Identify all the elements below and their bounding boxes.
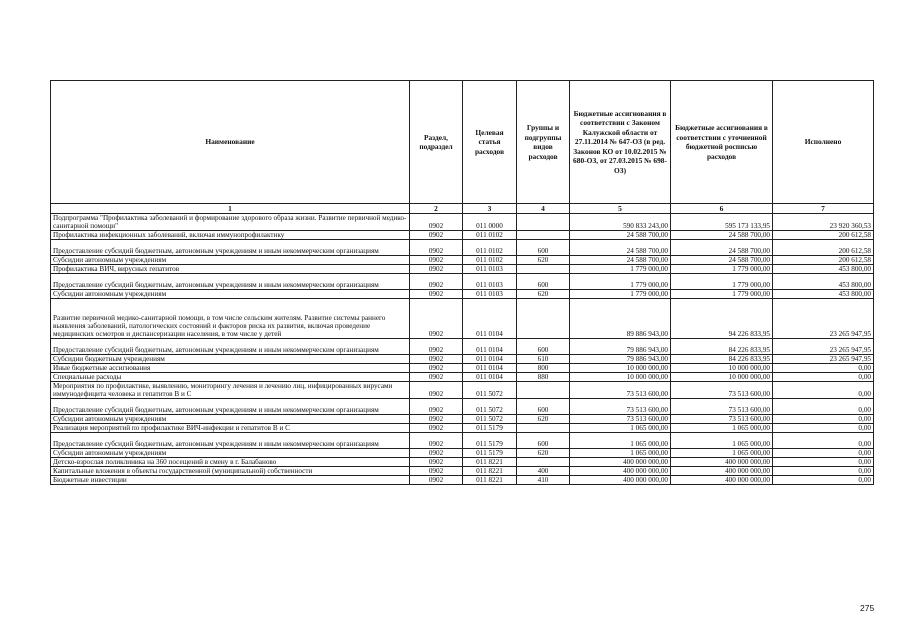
row-group: 610 — [517, 355, 570, 364]
row-refined-amount: 1 779 000,00 — [671, 274, 773, 290]
row-name: Субсидии автономным учреждениям — [51, 290, 410, 299]
row-refined-amount: 1 065 000,00 — [671, 433, 773, 449]
row-section: 0902 — [410, 364, 463, 373]
row-refined-amount: 73 513 600,00 — [671, 399, 773, 415]
row-executed-amount: 453 800,00 — [773, 265, 874, 274]
row-target: 011 5072 — [463, 382, 517, 399]
column-number: 4 — [517, 204, 570, 214]
row-target: 011 5179 — [463, 449, 517, 458]
row-name: Специальные расходы — [51, 373, 410, 382]
row-executed-amount: 0,00 — [773, 433, 874, 449]
header-refined: Бюджетные ассигнования в соответствии с уточненной бюджетной росписью расходов — [671, 81, 773, 204]
table-row — [51, 299, 874, 339]
row-name: Подпрограмма "Профилактика заболеваний и формирование здорового образа жизни. Развитие первичной медико-санитарной помощи" — [51, 214, 410, 231]
row-refined-amount: 1 065 000,00 — [671, 449, 773, 458]
row-law-amount: 10 000 000,00 — [570, 364, 671, 373]
row-law-amount: 400 000 000,00 — [570, 467, 671, 476]
row-name: Предоставление субсидий бюджетным, автономным учреждениям и иным некоммерческим организациям — [51, 274, 410, 290]
row-name: Предоставление субсидий бюджетным, автономным учреждениям и иным некоммерческим организациям — [51, 433, 410, 449]
row-group: 400 — [517, 467, 570, 476]
row-group: 620 — [517, 256, 570, 265]
row-target: 011 0104 — [463, 339, 517, 355]
table-row — [51, 458, 874, 467]
header-groups: Группы и подгруппы видов расходов — [517, 81, 570, 204]
row-name: Мероприятия по профилактике, выявлению, мониторингу лечения и лечению лиц, инфицированных вирусами иммунодефицита человека и гепатитов В и С — [51, 382, 410, 399]
row-group — [517, 214, 570, 231]
row-law-amount: 79 886 943,00 — [570, 339, 671, 355]
column-number-row — [51, 204, 874, 214]
row-target: 011 0102 — [463, 240, 517, 256]
row-law-amount: 400 000 000,00 — [570, 476, 671, 485]
table-row — [51, 290, 874, 299]
row-executed-amount: 0,00 — [773, 364, 874, 373]
row-name: Субсидии автономным учреждениям — [51, 256, 410, 265]
row-group — [517, 231, 570, 240]
row-group: 620 — [517, 290, 570, 299]
row-target: 011 0104 — [463, 299, 517, 339]
table-row — [51, 256, 874, 265]
budget-table — [50, 80, 874, 485]
row-group: 600 — [517, 240, 570, 256]
table-row — [51, 449, 874, 458]
column-number: 2 — [410, 204, 463, 214]
row-section: 0902 — [410, 382, 463, 399]
column-number: 1 — [51, 204, 410, 214]
row-refined-amount: 1 779 000,00 — [671, 265, 773, 274]
row-refined-amount: 1 065 000,00 — [671, 424, 773, 433]
column-number: 3 — [463, 204, 517, 214]
row-section: 0902 — [410, 424, 463, 433]
row-refined-amount: 73 513 600,00 — [671, 415, 773, 424]
column-number: 6 — [671, 204, 773, 214]
row-target: 011 0104 — [463, 355, 517, 364]
row-name: Реализация мероприятий по профилактике ВИЧ-инфекции и гепатитов В и С — [51, 424, 410, 433]
row-law-amount: 79 886 943,00 — [570, 355, 671, 364]
row-refined-amount: 24 588 700,00 — [671, 240, 773, 256]
row-law-amount: 1 779 000,00 — [570, 290, 671, 299]
row-law-amount: 10 000 000,00 — [570, 373, 671, 382]
table-row — [51, 265, 874, 274]
row-name: Капитальные вложения в объекты государственной (муниципальной) собственности — [51, 467, 410, 476]
row-section: 0902 — [410, 458, 463, 467]
row-refined-amount: 400 000 000,00 — [671, 467, 773, 476]
table-row — [51, 214, 874, 231]
row-group — [517, 299, 570, 339]
row-law-amount: 1 779 000,00 — [570, 274, 671, 290]
row-group: 880 — [517, 373, 570, 382]
row-executed-amount: 0,00 — [773, 382, 874, 399]
row-refined-amount: 84 226 833,95 — [671, 339, 773, 355]
row-target: 011 0104 — [463, 373, 517, 382]
table-row — [51, 364, 874, 373]
row-group: 600 — [517, 399, 570, 415]
row-refined-amount: 1 779 000,00 — [671, 290, 773, 299]
row-executed-amount: 453 800,00 — [773, 290, 874, 299]
row-target: 011 0103 — [463, 290, 517, 299]
row-law-amount: 24 588 700,00 — [570, 256, 671, 265]
table-body — [51, 214, 874, 485]
row-target: 011 0102 — [463, 256, 517, 265]
table-row — [51, 467, 874, 476]
row-name: Иные бюджетные ассигнования — [51, 364, 410, 373]
row-section: 0902 — [410, 415, 463, 424]
row-law-amount: 400 000 000,00 — [570, 458, 671, 467]
row-group: 620 — [517, 449, 570, 458]
row-name: Предоставление субсидий бюджетным, автономным учреждениям и иным некоммерческим организациям — [51, 399, 410, 415]
row-refined-amount: 73 513 600,00 — [671, 382, 773, 399]
row-law-amount: 1 779 000,00 — [570, 265, 671, 274]
row-target: 011 5072 — [463, 399, 517, 415]
row-target: 011 0102 — [463, 231, 517, 240]
row-name: Детско-взрослая поликлиника на 360 посещений в смену в г. Балабаново — [51, 458, 410, 467]
row-law-amount: 89 886 943,00 — [570, 299, 671, 339]
row-law-amount: 73 513 600,00 — [570, 382, 671, 399]
table-row — [51, 339, 874, 355]
row-executed-amount: 23 265 947,95 — [773, 355, 874, 364]
row-executed-amount: 0,00 — [773, 373, 874, 382]
table-row — [51, 240, 874, 256]
row-section: 0902 — [410, 290, 463, 299]
table-row — [51, 399, 874, 415]
row-section: 0902 — [410, 433, 463, 449]
row-executed-amount: 0,00 — [773, 458, 874, 467]
table-row — [51, 424, 874, 433]
row-target: 011 0103 — [463, 265, 517, 274]
table-row — [51, 382, 874, 399]
row-group — [517, 382, 570, 399]
row-law-amount: 1 065 000,00 — [570, 433, 671, 449]
row-executed-amount: 0,00 — [773, 424, 874, 433]
row-section: 0902 — [410, 299, 463, 339]
row-target: 011 5179 — [463, 424, 517, 433]
header-section: Раздел, подраздел — [410, 81, 463, 204]
row-name: Предоставление субсидий бюджетным, автономным учреждениям и иным некоммерческим организациям — [51, 339, 410, 355]
row-target: 011 0000 — [463, 214, 517, 231]
row-group: 600 — [517, 433, 570, 449]
row-target: 011 0103 — [463, 274, 517, 290]
row-law-amount: 24 588 700,00 — [570, 231, 671, 240]
row-executed-amount: 200 612,58 — [773, 256, 874, 265]
row-executed-amount: 0,00 — [773, 415, 874, 424]
row-group: 800 — [517, 364, 570, 373]
row-section: 0902 — [410, 373, 463, 382]
column-number: 7 — [773, 204, 874, 214]
row-refined-amount: 24 588 700,00 — [671, 256, 773, 265]
row-section: 0902 — [410, 476, 463, 485]
row-section: 0902 — [410, 240, 463, 256]
row-executed-amount: 23 920 360,53 — [773, 214, 874, 231]
row-name: Бюджетные инвестиции — [51, 476, 410, 485]
row-name: Развитие первичной медико-санитарной помощи, в том числе сельским жителям. Развитие системы раннего выявления заболеваний, патологических состояний и факторов риска их развития, включая проведение медицинских осмотров и диспансеризации населения, в том числе у детей — [51, 299, 410, 339]
row-executed-amount: 200 612,58 — [773, 231, 874, 240]
row-executed-amount: 23 265 947,95 — [773, 299, 874, 339]
row-name: Субсидии автономным учреждениям — [51, 449, 410, 458]
header-name: Наименование — [51, 81, 410, 204]
row-executed-amount: 23 265 947,95 — [773, 339, 874, 355]
row-law-amount: 1 065 000,00 — [570, 424, 671, 433]
row-executed-amount: 0,00 — [773, 399, 874, 415]
column-number: 5 — [570, 204, 671, 214]
header-target: Целевая статья расходов — [463, 81, 517, 204]
row-section: 0902 — [410, 265, 463, 274]
row-name: Профилактика инфекционных заболеваний, включая иммунопрофилактику — [51, 231, 410, 240]
row-refined-amount: 10 000 000,00 — [671, 364, 773, 373]
row-section: 0902 — [410, 256, 463, 265]
row-law-amount: 24 588 700,00 — [570, 240, 671, 256]
row-refined-amount: 84 226 833,95 — [671, 355, 773, 364]
row-section: 0902 — [410, 399, 463, 415]
row-target: 011 8221 — [463, 458, 517, 467]
row-target: 011 5072 — [463, 415, 517, 424]
header-row — [51, 81, 874, 204]
row-target: 011 8221 — [463, 467, 517, 476]
row-executed-amount: 453 800,00 — [773, 274, 874, 290]
table-row — [51, 415, 874, 424]
row-name: Предоставление субсидий бюджетным, автономным учреждениям и иным некоммерческим организациям — [51, 240, 410, 256]
row-executed-amount: 200 612,58 — [773, 240, 874, 256]
row-target: 011 5179 — [463, 433, 517, 449]
table-row — [51, 355, 874, 364]
row-target: 011 0104 — [463, 364, 517, 373]
row-refined-amount: 400 000 000,00 — [671, 476, 773, 485]
row-group — [517, 458, 570, 467]
row-section: 0902 — [410, 449, 463, 458]
table-row — [51, 231, 874, 240]
table-row — [51, 433, 874, 449]
row-section: 0902 — [410, 467, 463, 476]
row-law-amount: 1 065 000,00 — [570, 449, 671, 458]
row-refined-amount: 10 000 000,00 — [671, 373, 773, 382]
row-refined-amount: 400 000 000,00 — [671, 458, 773, 467]
row-target: 011 8221 — [463, 476, 517, 485]
row-name: Субсидии автономным учреждениям — [51, 415, 410, 424]
row-executed-amount: 0,00 — [773, 449, 874, 458]
row-name: Профилактика ВИЧ, вирусных гепатитов — [51, 265, 410, 274]
row-executed-amount: 0,00 — [773, 476, 874, 485]
row-section: 0902 — [410, 214, 463, 231]
row-law-amount: 73 513 600,00 — [570, 399, 671, 415]
page-number: 275 — [860, 603, 875, 613]
table-row — [51, 373, 874, 382]
row-executed-amount: 0,00 — [773, 467, 874, 476]
header-law: Бюджетные ассигнования в соответствии с Законом Калужской области от 27.11.2014 № 647-ОЗ (в ред. Законов КО от 10.02.2015 № 680-ОЗ, от 27.03.2015 № 698-ОЗ) — [570, 81, 671, 204]
row-group: 600 — [517, 339, 570, 355]
row-section: 0902 — [410, 231, 463, 240]
row-section: 0902 — [410, 274, 463, 290]
row-name: Субсидии бюджетным учреждениям — [51, 355, 410, 364]
header-executed: Исполнено — [773, 81, 874, 204]
table-row — [51, 274, 874, 290]
row-group — [517, 265, 570, 274]
row-refined-amount: 94 226 833,95 — [671, 299, 773, 339]
row-group: 410 — [517, 476, 570, 485]
row-refined-amount: 24 588 700,00 — [671, 231, 773, 240]
row-section: 0902 — [410, 355, 463, 364]
row-refined-amount: 595 173 133,95 — [671, 214, 773, 231]
table-row — [51, 476, 874, 485]
row-group: 600 — [517, 274, 570, 290]
row-law-amount: 73 513 600,00 — [570, 415, 671, 424]
row-section: 0902 — [410, 339, 463, 355]
row-law-amount: 590 833 243,00 — [570, 214, 671, 231]
row-group: 620 — [517, 415, 570, 424]
row-group — [517, 424, 570, 433]
